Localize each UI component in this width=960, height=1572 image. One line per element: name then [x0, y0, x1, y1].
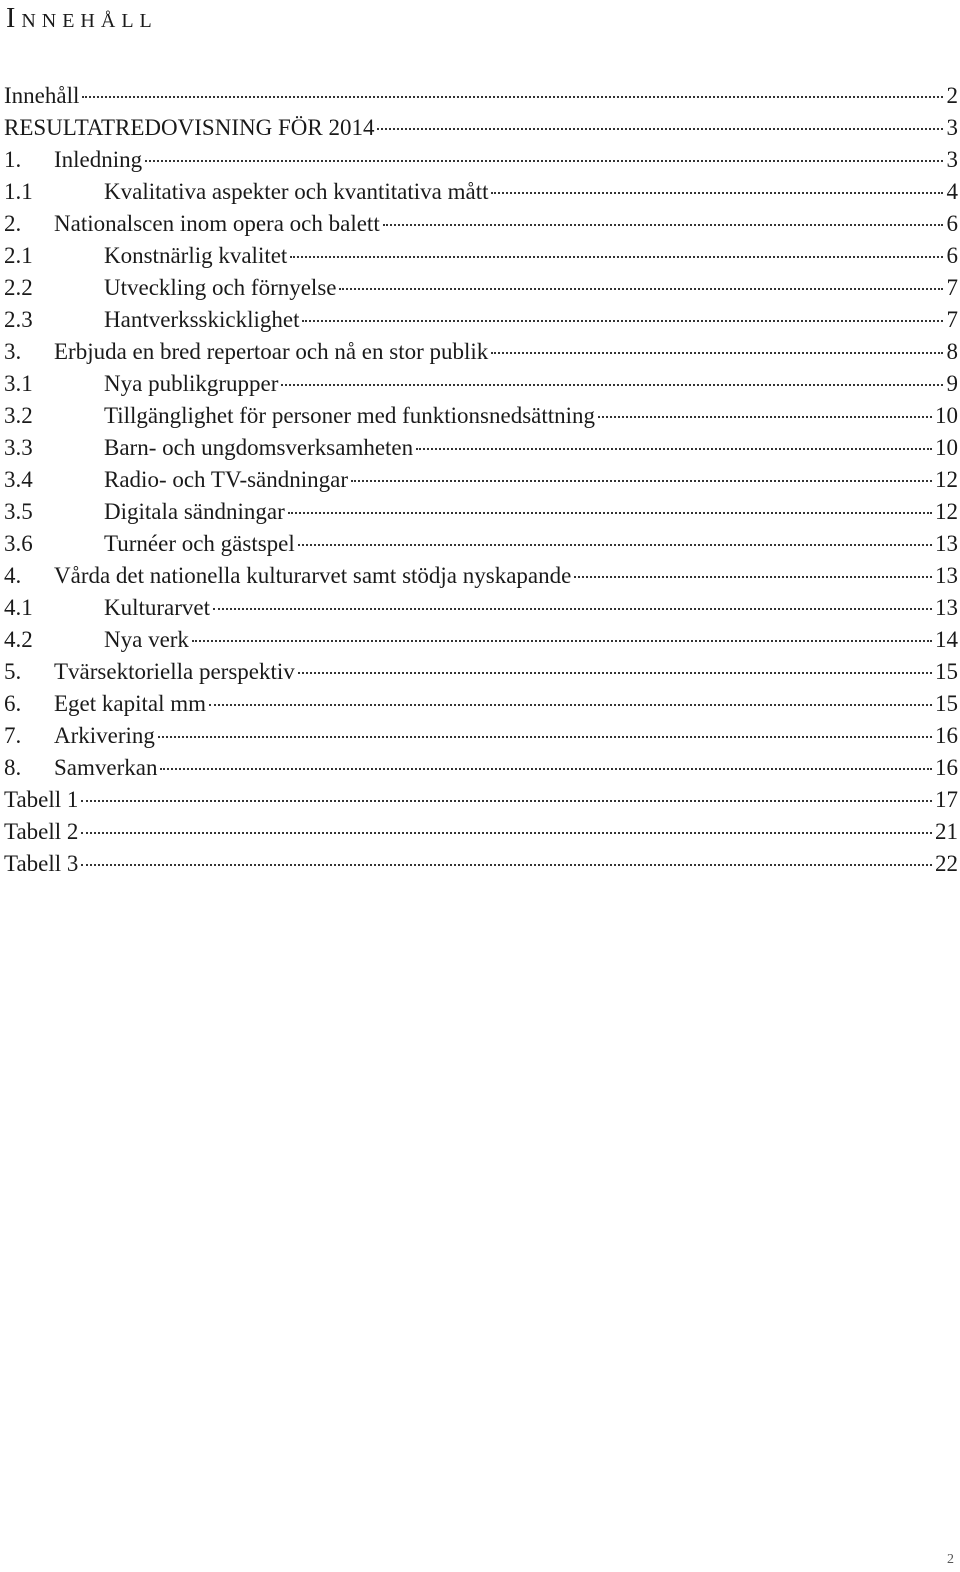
toc-entry-page: 9	[946, 371, 958, 396]
toc-entry[interactable]	[4, 400, 958, 432]
toc-dot-leader	[145, 159, 943, 162]
toc-entry[interactable]	[4, 752, 958, 784]
toc-entry-page: 3	[946, 115, 958, 140]
toc-dot-leader	[81, 831, 932, 834]
toc-entry-page: 22	[935, 851, 958, 876]
toc-entry[interactable]	[4, 112, 958, 144]
toc-dot-leader	[213, 607, 932, 610]
toc-entry-title: Konstnärlig kvalitet	[104, 243, 288, 268]
toc-dot-leader	[598, 415, 932, 418]
toc-dot-leader	[288, 511, 932, 514]
toc-entry-title: Hantverksskicklighet	[104, 307, 300, 332]
toc-entry-number: 7.	[4, 723, 22, 748]
toc-entry-page: 17	[935, 787, 958, 812]
toc-entry-title: Erbjuda en bred repertoar och nå en stor publik	[54, 339, 489, 364]
toc-entry-page: 10	[935, 403, 958, 428]
toc-entry-page: 7	[946, 307, 958, 332]
toc-entry-page: 16	[935, 723, 958, 748]
toc-entry[interactable]	[4, 432, 958, 464]
toc-entry-page: 13	[935, 595, 958, 620]
toc-entry-title: Eget kapital mm	[54, 691, 207, 716]
toc-heading: Innehåll	[6, 3, 158, 34]
toc-entry-title: Innehåll	[4, 83, 80, 108]
toc-entry-page: 6	[946, 211, 958, 236]
toc-entry-page: 10	[935, 435, 958, 460]
toc-entry-number: 1.1	[4, 179, 33, 204]
toc-dot-leader	[491, 191, 943, 194]
toc-entry-page: 15	[935, 659, 958, 684]
toc-entry-title: Digitala sändningar	[104, 499, 285, 524]
toc-dot-leader	[574, 575, 932, 578]
toc-dot-leader	[339, 287, 943, 290]
toc-entry-number: 2.	[4, 211, 22, 236]
toc-dot-leader	[192, 639, 932, 642]
toc-entry[interactable]	[4, 592, 958, 624]
toc-entry-page: 8	[946, 339, 958, 364]
toc-entry-title: Samverkan	[54, 755, 158, 780]
toc-dot-leader	[81, 799, 932, 802]
toc-entry[interactable]	[4, 240, 958, 272]
toc-entry[interactable]	[4, 272, 958, 304]
toc-entry-title: Nya verk	[104, 627, 189, 652]
toc-entry[interactable]	[4, 80, 958, 112]
toc-entry-page: 13	[935, 531, 958, 556]
toc-dot-leader	[416, 447, 932, 450]
toc-entry-number: 4.	[4, 563, 22, 588]
toc-dot-leader	[158, 735, 932, 738]
toc-entry-page: 14	[935, 627, 958, 652]
toc-entry-page: 15	[935, 691, 958, 716]
toc-entry-number: 4.2	[4, 627, 33, 652]
toc-entry-page: 4	[946, 179, 958, 204]
toc-entry-title: Kvalitativa aspekter och kvantitativa mått	[104, 179, 489, 204]
toc-entry-title: Arkivering	[54, 723, 155, 748]
toc-entry[interactable]	[4, 336, 958, 368]
toc-dot-leader	[209, 703, 932, 706]
toc-dot-leader	[298, 543, 932, 546]
toc-entry[interactable]	[4, 176, 958, 208]
toc-entry[interactable]	[4, 720, 958, 752]
toc-entry-title: Inledning	[54, 147, 143, 172]
toc-entry-title: Tvärsektoriella perspektiv	[54, 659, 295, 684]
toc-entry-page: 6	[946, 243, 958, 268]
toc-entry[interactable]	[4, 528, 958, 560]
toc-dot-leader	[82, 95, 943, 98]
toc-entry-title: Tabell 2	[4, 819, 79, 844]
toc-dot-leader	[302, 319, 943, 322]
toc-entry-page: 13	[935, 563, 958, 588]
toc-dot-leader	[160, 767, 932, 770]
toc-entry-title: Tabell 3	[4, 851, 79, 876]
toc-entry[interactable]	[4, 464, 958, 496]
toc-entry-number: 3.1	[4, 371, 33, 396]
toc-entry-number: 3.5	[4, 499, 33, 524]
toc-dot-leader	[377, 127, 943, 130]
toc-entry-number: 2.2	[4, 275, 33, 300]
toc-entry-title: Tabell 1	[4, 787, 79, 812]
toc-entry-page: 2	[946, 83, 958, 108]
toc-entry-page: 12	[935, 499, 958, 524]
table-of-contents	[4, 80, 958, 880]
toc-entry-title: RESULTATREDOVISNING FÖR 2014	[4, 115, 375, 140]
toc-entry-title: Turnéer och gästspel	[104, 531, 295, 556]
toc-entry-number: 3.3	[4, 435, 33, 460]
toc-entry-title: Vårda det nationella kulturarvet samt stödja nyskapande	[54, 563, 572, 588]
toc-entry-number: 3.6	[4, 531, 33, 556]
toc-entry[interactable]	[4, 688, 958, 720]
toc-entry-title: Utveckling och förnyelse	[104, 275, 337, 300]
toc-entry[interactable]	[4, 560, 958, 592]
toc-dot-leader	[298, 671, 932, 674]
toc-entry-number: 4.1	[4, 595, 33, 620]
toc-entry-page: 7	[946, 275, 958, 300]
toc-entry-number: 3.	[4, 339, 22, 364]
toc-dot-leader	[281, 383, 943, 386]
page-number: 2	[947, 1552, 954, 1567]
toc-entry-title: Kulturarvet	[104, 595, 211, 620]
toc-entry-number: 2.3	[4, 307, 33, 332]
toc-dot-leader	[351, 479, 932, 482]
toc-entry-number: 3.4	[4, 467, 33, 492]
toc-entry-number: 8.	[4, 755, 22, 780]
toc-entry[interactable]	[4, 144, 958, 176]
toc-entry[interactable]	[4, 496, 958, 528]
toc-entry-title: Radio- och TV-sändningar	[104, 467, 349, 492]
toc-entry-title: Nya publikgrupper	[104, 371, 279, 396]
toc-entry-number: 1.	[4, 147, 22, 172]
toc-entry[interactable]	[4, 208, 958, 240]
toc-entry-title: Nationalscen inom opera och balett	[54, 211, 380, 236]
toc-entry[interactable]	[4, 368, 958, 400]
toc-entry-page: 16	[935, 755, 958, 780]
toc-entry-number: 3.2	[4, 403, 33, 428]
toc-entry-page: 21	[935, 819, 958, 844]
toc-dot-leader	[290, 255, 943, 258]
toc-entry[interactable]	[4, 656, 958, 688]
toc-entry[interactable]	[4, 624, 958, 656]
toc-entry-number: 5.	[4, 659, 22, 684]
toc-entry[interactable]	[4, 816, 958, 848]
toc-entry-page: 3	[946, 147, 958, 172]
toc-entry-number: 2.1	[4, 243, 33, 268]
toc-entry-title: Tillgänglighet för personer med funktionsnedsättning	[104, 403, 596, 428]
toc-dot-leader	[81, 863, 932, 866]
toc-dot-leader	[491, 351, 943, 354]
toc-dot-leader	[383, 223, 943, 226]
toc-entry-number: 6.	[4, 691, 22, 716]
toc-entry-page: 12	[935, 467, 958, 492]
toc-entry[interactable]	[4, 304, 958, 336]
toc-entry[interactable]	[4, 784, 958, 816]
toc-entry[interactable]	[4, 848, 958, 880]
toc-entry-title: Barn- och ungdomsverksamheten	[104, 435, 414, 460]
